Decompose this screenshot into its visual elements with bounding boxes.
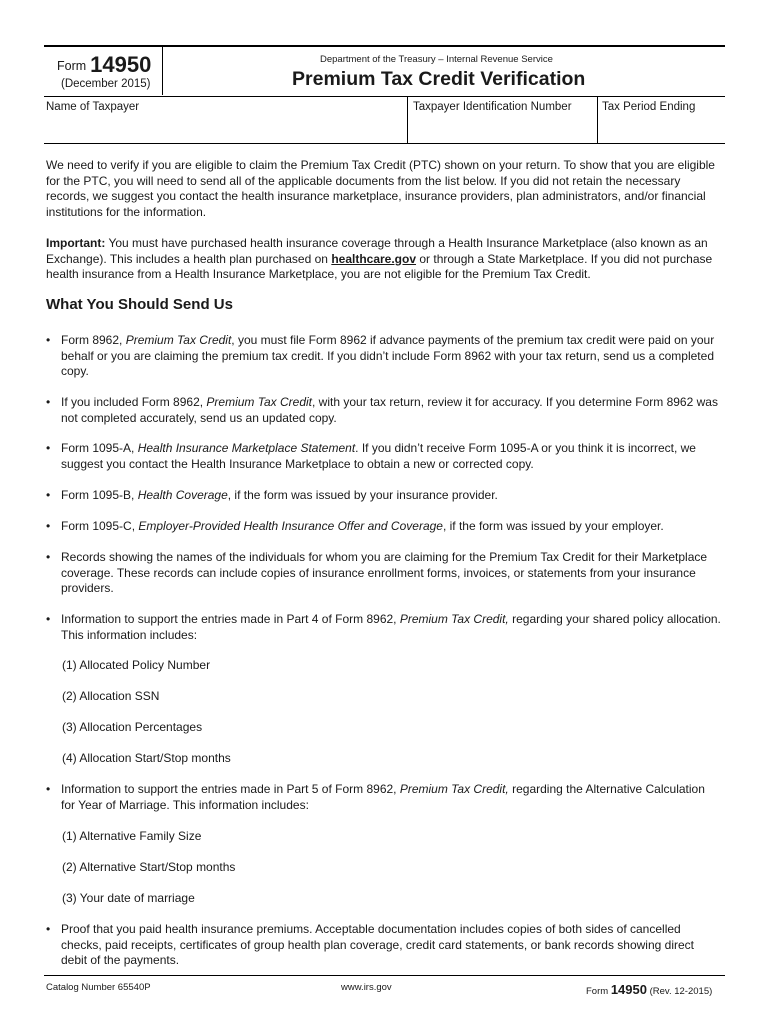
list-item: • Records showing the names of the individuals for whom you are claiming for the Premium Tax Credit for their Marketplace coverage. These records can include copies of insurance enrollment forms, invoices, or statements from your insurance providers.: [46, 550, 708, 596]
bullet-icon: •: [46, 441, 51, 455]
intro-text: We need to verify if you are eligible to claim the Premium Tax Credit (PTC) shown on your return. To show that you are eligible for the PTC, you will need to send all of the applicable documents from the list below. If you did not retain the necessary records, we suggest you contact the health insurance marketplace, insurance providers, plan administrators, and/or financial institutions for the information.: [46, 158, 715, 219]
sub-list-item: (4) Allocation Start/Stop months: [62, 751, 231, 765]
intro-paragraph: [46, 158, 726, 220]
section-heading: What You Should Send Us: [46, 296, 233, 313]
list-item: • Information to support the entries made in Part 5 of Form 8962, Premium Tax Credit, regarding the Alternative Calculation for Year of Marriage. This information includes:: [46, 782, 705, 812]
important-paragraph: Important: You must have purchased health insurance coverage through a Health Insurance Marketplace (also known as an Exchange). This includes a health plan purchased on healthcare.gov or through a State Marketplace. If you did not purchase health insurance from a Health Insurance Marketplace, you are not eligible for the Premium Tax Credit.: [46, 236, 713, 282]
sub-list-item: (1) Allocated Policy Number: [62, 658, 211, 672]
bullet-icon: •: [46, 488, 51, 502]
sub-list-item: (1) Alternative Family Size: [62, 829, 202, 843]
department-line: Department of the Treasury – Internal Revenue Service: [320, 54, 553, 65]
sub-list-item: (3) Your date of marriage: [62, 891, 195, 905]
list-item: • Form 1095-C, Employer-Provided Health Insurance Offer and Coverage, if the form was issued by your employer.: [46, 519, 664, 533]
tax-period-field[interactable]: Tax Period Ending: [602, 101, 696, 113]
form-number: 14950: [90, 52, 152, 77]
bullet-icon: •: [46, 333, 51, 347]
sub-list-item: (3) Allocation Percentages: [62, 720, 203, 734]
page-title: Premium Tax Credit Verification: [292, 68, 586, 90]
bullet-icon: •: [46, 782, 51, 796]
footer-form-revision: Form 14950 (Rev. 12-2015): [586, 982, 713, 997]
bullet-icon: •: [46, 922, 51, 936]
sub-list-item: (2) Allocation SSN: [62, 689, 160, 703]
bullet-icon: •: [46, 612, 51, 626]
bullet-icon: •: [46, 519, 51, 533]
list-item: • Form 8962, Premium Tax Credit, you must file Form 8962 if advance payments of the premium tax credit were paid on your behalf or you are claiming the premium tax credit. If you didn’t include Form 8962 with your tax return, send us a completed copy.: [46, 333, 715, 379]
bullet-icon: •: [46, 395, 51, 409]
list-item: • Proof that you paid health insurance premiums. Acceptable documentation includes copies of both sides of cancelled checks, paid receipts, certificates of group health plan coverage, credit card statements, or bank records showing direct debit of the payments.: [46, 922, 694, 968]
header-bottom-rule: [44, 143, 725, 144]
healthcare-gov-link[interactable]: healthcare.gov: [331, 251, 417, 266]
field-divider: [597, 97, 598, 143]
field-divider: [407, 97, 408, 143]
list-item: • Form 1095-B, Health Coverage, if the form was issued by your insurance provider.: [46, 488, 498, 502]
taxpayer-name-field[interactable]: Name of Taxpayer: [46, 101, 140, 113]
form-number-label: Form 14950: [57, 52, 152, 77]
list-item: • Information to support the entries made in Part 4 of Form 8962, Premium Tax Credit, regarding your shared policy allocation. This information includes:: [46, 612, 721, 642]
footer-rule: [44, 975, 725, 976]
form-date: (December 2015): [61, 78, 151, 90]
list-item: • Form 1095-A, Health Insurance Marketplace Statement. If you didn’t receive Form 1095-A or you think it is incorrect, we suggest you contact the Health Insurance Marketplace to obtain a new or corrected copy.: [46, 441, 696, 471]
sub-list-item: (2) Alternative Start/Stop months: [62, 860, 236, 874]
tin-field[interactable]: Taxpayer Identification Number: [413, 101, 572, 113]
list-item: • If you included Form 8962, Premium Tax Credit, with your tax return, review it for accuracy. If you determine Form 8962 was not completed accurately, send us an updated copy.: [46, 395, 718, 425]
irs-website-link[interactable]: www.irs.gov: [341, 982, 392, 993]
header-divider: [44, 96, 725, 97]
bullet-icon: •: [46, 550, 51, 564]
important-label: Important:: [46, 236, 106, 250]
catalog-number: Catalog Number 65540P: [46, 982, 151, 993]
